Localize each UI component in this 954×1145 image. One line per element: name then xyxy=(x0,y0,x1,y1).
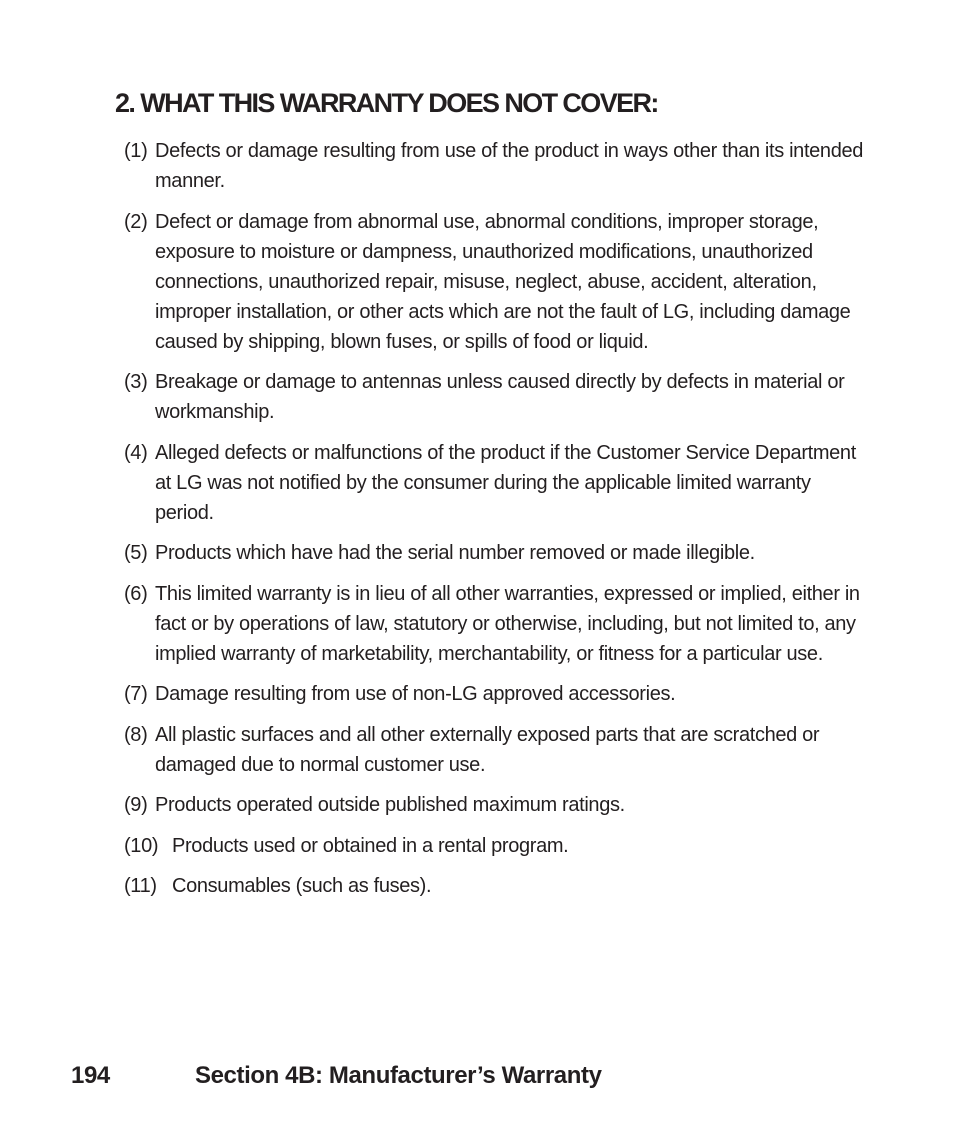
item-number: (6) xyxy=(124,582,148,605)
item-text: Defect or damage from abnormal use, abnormal conditions, improper storage, exposure to moisture or dampness, unauthorized modifications, unauthorized connections, unauthorized repair, misuse, neglect, abuse, accident, alteration, improper installation, or other acts which are not the fault of LG, including damage caused by shipping, blown fuses, or spills of food or liquid. xyxy=(155,210,851,353)
item-number: (9) xyxy=(124,794,148,816)
item-number: (5) xyxy=(124,542,148,564)
item-text: Alleged defects or malfunctions of the product if the Customer Service Department at LG was not notified by the consumer during the applicable limited warranty period. xyxy=(155,441,856,524)
list-item xyxy=(124,871,864,901)
list-item xyxy=(124,579,864,669)
list-item xyxy=(124,720,864,780)
list-item xyxy=(124,367,864,427)
item-number: (3) xyxy=(124,371,148,393)
list-item xyxy=(124,207,864,357)
exclusions-list xyxy=(124,136,864,912)
item-text: Breakage or damage to antennas unless caused directly by defects in material or workmanship. xyxy=(155,371,845,423)
item-number: (4) xyxy=(124,441,148,464)
item-text: Consumables (such as fuses). xyxy=(172,875,432,897)
page-number: 194 xyxy=(71,1062,110,1089)
item-number: (10) xyxy=(124,834,159,857)
list-item xyxy=(124,438,864,528)
section-title: Section 4B: Manufacturer’s Warranty xyxy=(195,1062,602,1089)
item-number: (2) xyxy=(124,210,148,233)
item-number: (11) xyxy=(124,875,157,897)
item-text: Defects or damage resulting from use of the product in ways other than its intended manner. xyxy=(155,140,864,192)
list-item xyxy=(124,538,864,568)
list-item xyxy=(124,831,864,861)
item-number: (1) xyxy=(124,140,148,162)
item-number: (7) xyxy=(124,683,148,705)
item-text: This limited warranty is in lieu of all other warranties, expressed or implied, either in fact or by operations of law, statutory or otherwise, including, but not limited to, any implied warranty of marketability, merchantability, or fitness for a particular use. xyxy=(155,582,860,665)
list-item xyxy=(124,790,864,820)
item-text: Products which have had the serial number removed or made illegible. xyxy=(155,542,755,564)
section-heading: 2. WHAT THIS WARRANTY DOES NOT COVER: xyxy=(115,88,658,118)
list-item xyxy=(124,136,864,196)
list-item xyxy=(124,679,864,709)
page-footer xyxy=(71,1062,602,1090)
item-number: (8) xyxy=(124,723,148,746)
item-text: All plastic surfaces and all other externally exposed parts that are scratched or damaged due to normal customer use. xyxy=(155,723,820,776)
item-text: Products operated outside published maximum ratings. xyxy=(155,794,625,816)
item-text: Products used or obtained in a rental program. xyxy=(172,834,569,857)
item-text: Damage resulting from use of non-LG approved accessories. xyxy=(155,683,676,705)
